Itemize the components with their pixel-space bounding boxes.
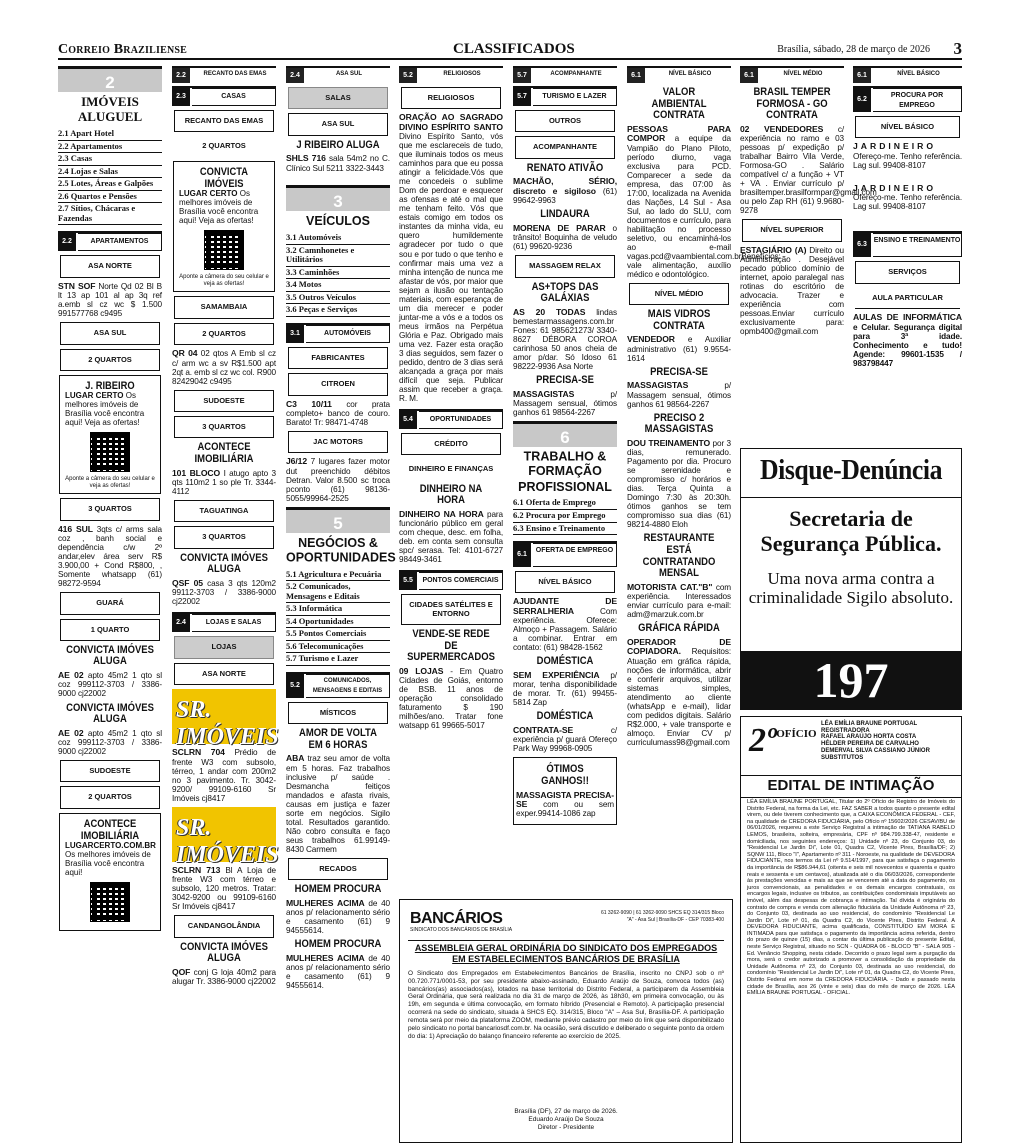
subcategory-box: 1 QUARTO (60, 619, 160, 641)
subcategory-box: ASA SUL (60, 322, 160, 344)
qr-ad: CONVICTA IMÓVEIS LUGAR CERTO Os melhores imóveis de Brasília você encontra aqui! Veja as ofertas! Aponte a câmera do seu celular e veja as ofertas! (173, 161, 275, 293)
newspaper-name: Correio Braziliense (58, 42, 187, 57)
classified-ad: ORAÇÃO AO SAGRADO DIVINO ESPÍRITO SANTO Divino Espírito Santo, vós que me esclareceis de tudo, que iluminais todos os meus caminhos para que eu possa atingir a felicidade.Vós que me concedeis o sublime Dom de perdoar e esquecer as ofensas e até o mal que me tenham feito. Vós que estais comigo em todos os instantes da minha vida, eu quero humildemente agradecer por tudo o que sou e por tudo o que tenho e confirmar mais uma vez a minha intenção de nunca me afastar de vós, por maior que sejam a ilusão ou tentação materiais, com esperança de um dia merecer e poder juntar-me a vós e a todos os meus irmãos na Perpétua Glória e Paz. Obrigado mais uma vez. Fazer esta oração 3 dias seguidos, sem fazer o pedido, dentro de 3 dias será alcançada a graça por mais difícil que seja. Publicar assim que receber a graça. R. M. (399, 112, 503, 403)
ad-title: BRASIL TEMPER FORMOSA - GO CONTRATA (753, 86, 831, 122)
menu-item[interactable]: 3.2 Camnhonetes e Utilitários (286, 245, 390, 267)
subcategory-box: ASA SUL (288, 113, 388, 135)
menu-item[interactable]: 6.3 Ensino e Treinamento (513, 523, 617, 536)
column-tag: 2.2 RECANTO DAS EMAS (172, 66, 276, 83)
sr-imoveis-logo: SR. IMÓVEIS (172, 807, 276, 862)
classified-ad: DOU TREINAMENTO por 3 dias, remunerado. Pagamento por dia. Procuro se serenidade e compromisso c/ horários e dias. Terça Quinta a Domingo 7:30 às 20:30h. ótimos ganhos se tem compromisso sua dias (61) 98214-4880 Eloh (627, 437, 731, 530)
ad-title: DINHEIRO NA HORA (419, 482, 483, 507)
section-number: 6 (513, 421, 617, 447)
ad-title: PRECISA-SE (650, 365, 708, 378)
classified-ad: SCLRN 704 Prédio de frente W3 com subsolo, térreo, 1 andar com 200m2 no 3 pavimento. Tr. 3042-9200/ 99109-6160 Sr Imóveis cj8417 (172, 747, 276, 803)
subcategory-box: SUDOESTE (60, 760, 160, 782)
subcategory-box: TAGUATINGA (174, 500, 274, 522)
menu-item[interactable]: 2.7 Sítios, Chácaras e Fazendas (58, 203, 162, 225)
qr-code-icon[interactable] (90, 882, 130, 922)
category-bar: 6.2 PROCURA POR EMPREGO (853, 86, 962, 112)
registrar-names: LÉA EMÍLIA BRAUNE PORTUGAL REGISTRADORA RAFAEL ARAÚJO HORTA COSTA HÉLDER PEREIRA DE CARVALHO DEMERVAL SILVA CASSIANO JÚNIOR SUBSTITUTOS (821, 721, 930, 761)
ad-title: GRÁFICA RÁPIDA (638, 622, 720, 635)
category-bar: 2.3 CASAS (172, 86, 276, 106)
menu-item[interactable]: 2.1 Apart Hotel (58, 128, 162, 141)
ad-title: VENDE-SE REDE DE SUPERMERCADOS (407, 627, 495, 664)
menu-item[interactable]: 2.3 Casas (58, 153, 162, 166)
menu-item[interactable]: 2.2 Apartamentos (58, 141, 162, 154)
category-bar: 6.1 OFERTA DE EMPREGO (513, 541, 617, 567)
category-bar: 5.2 COMUNICADOS, MENSAGENS E EDITAIS (286, 672, 390, 698)
subcategory-box: SALAS (288, 87, 388, 109)
ad-title: CONVICTA IMÓVES ALUGA (180, 551, 268, 576)
subcategory-box: 2 QUARTOS (60, 786, 160, 808)
bancarios-logo: BANCÁRIOS SINDICATO DOS BANCÁRIOS DE BRASÍLIA (410, 910, 513, 933)
classified-ad: MASSAGISTAS p/ Massagem sensual, ótimos ganhos 61 98564-2267 (627, 380, 731, 409)
subcategory-box: GUARÁ (60, 592, 160, 614)
classified-ad: ESTAGIÁRIO (A) Direito ou Administração . Desejável pecado público domínio de internet, apoio paralegal nas rotinas do escritório de advocacia. Trazer e experiência com pessoas.Enviar currículo exclusivamente para: opmb400@gmail.com (740, 244, 844, 337)
section-heading: NEGÓCIOS & OPORTUNIDADES (286, 535, 396, 566)
category-bar: 5.4 OPORTUNIDADES (399, 409, 503, 429)
ad-title: CONVICTA IMÓVES ALUGA (180, 940, 268, 965)
category-bar: 5.5 PONTOS COMERCIAIS (399, 570, 503, 590)
subcategory-box: 3 QUARTOS (174, 526, 274, 548)
classified-ad: JARDINEIRO Ofereço-me. Tenho referência. Lag sul. 99408-8107 (853, 182, 962, 212)
subcategory-box: NÍVEL MÉDIO (629, 283, 729, 305)
subcategory-box: OUTROS (515, 110, 615, 132)
section-number: 2 (58, 66, 162, 92)
subcategory-box: CANDANGOLÂNDIA (174, 915, 274, 937)
edital-intimacao (740, 716, 962, 1143)
classified-ad: AULAS DE INFORMÁTICA e Celular. Segurança digital para 3ª idade. Conhecimento e tudo! Agende: 99601-1535 / 983798447 (853, 312, 962, 368)
column-nivel-basico (627, 66, 781, 892)
subcategory-box: NÍVEL SUPERIOR (742, 219, 842, 241)
oficio-logo: 2º$^{OFÍCIO}$ (749, 722, 817, 759)
bancarios-contact: 61 3262-9090 | 61 3262-9090 SHCS EQ 314/315 Bloco "A" - Asa Sul | Brasília-DF - CEP 70383-400 (600, 910, 724, 923)
classified-ad: 416 SUL 3qts c/ arms sala coz , banh social e dependência c/w 2º andar,elev área serv R$ 3.900,00 + Cond R$800, , Somente whatsapp (61) 98272-9594 (58, 523, 162, 589)
menu-item[interactable]: 3.6 Peças e Serviços (286, 304, 390, 317)
subcategory-box: CRÉDITO (401, 433, 501, 455)
menu-item[interactable]: 5.7 Turismo e Lazer (286, 653, 390, 666)
category-menu (58, 128, 162, 225)
classified-ad: MASSAGISTAS p/ Massagem sensual, ótimos ganhos 61 98564-2267 (513, 388, 617, 418)
classified-ad: SCLRN 713 Bl A Loja de frente W3 com térreo e subsolo, 120 metros. Tratar: 3042-9200 ou 99109-6160 Sr Imóveis cj8417 (172, 864, 276, 912)
subcategory-box: SAMAMBAIA (174, 296, 274, 318)
classified-ad: MULHERES ACIMA de 40 anos p/ relacionamento sério e casamento (61) 9 94555614. (286, 952, 390, 991)
classified-ad: QSF 05 casa 3 qts 120m2 99112-3703 / 3386-9000 cj22002 (172, 577, 276, 607)
classified-ad: SHLS 716 sala 54m2 no C. Clínico Sul 5211 3322-3443 (286, 153, 390, 173)
ad-title: PRECISO 2 MASSAGISTAS (644, 411, 714, 436)
category-menu (286, 569, 390, 666)
category-bar: 3.1 AUTOMÓVEIS (286, 323, 390, 343)
column-nivel-medio (740, 66, 877, 444)
column-trabalho (513, 66, 617, 892)
menu-item[interactable]: 5.1 Agricultura e Pecuária (286, 569, 390, 582)
subcategory-box: ASA NORTE (174, 663, 274, 685)
boxed-ad (513, 757, 617, 825)
classified-ad: CONTRATA-SE c/ experiência p/ guará Ofereço Park Way 99968-0905 (513, 724, 617, 754)
classified-ad: 09 LOJAS - Em Quatro Cidades de Goiás, entorno de BSB. 11 anos de operação consolidado faturamento $ 190 milhões/ano. Tratar fone watsapp 61 99665-5017 (399, 665, 503, 731)
subcategory-box: MASSAGEM RELAX (515, 255, 615, 277)
menu-item[interactable]: 3.3 Caminhões (286, 267, 390, 280)
subcategory-box: 2 QUARTOS (202, 141, 246, 151)
page-header (58, 38, 962, 60)
subcategory-box: ASA NORTE (60, 255, 160, 277)
subcategory-box: 2 QUARTOS (174, 323, 274, 345)
ad-title: VALOR AMBIENTAL CONTRATA (651, 86, 707, 122)
subcategory-box: DINHEIRO E FINANÇAS (408, 464, 494, 474)
classified-ad: MORENA DE PARAR o trânsito! Boquinha de veludo (61) 99620-9236 (513, 222, 617, 252)
subcategory-box: FABRICANTES (288, 347, 388, 369)
column-procura-emprego (853, 66, 962, 444)
edital-title: EDITAL DE INTIMAÇÃO (741, 775, 961, 798)
menu-item[interactable]: 3.4 Motos (286, 279, 390, 292)
column-veiculos (286, 66, 396, 1141)
disque-tagline: Uma nova arma contra a criminalidade Sigilo absoluto. (748, 569, 954, 608)
column-tag: 5.7 ACOMPANHANTE (513, 66, 617, 83)
section-heading: VEÍCULOS (306, 213, 370, 229)
subcategory-box: 3 QUARTOS (174, 416, 274, 438)
menu-item[interactable]: 5.5 Pontos Comerciais (286, 628, 390, 641)
subcategory-box: 3 QUARTOS (60, 498, 160, 520)
column-tag: 5.2 RELIGIOSOS (399, 66, 503, 83)
classified-ad: MOTORISTA CAT."B" com experiência. Interessados enviar currículo para e-mail: adm@marzuk.com.br (627, 581, 731, 620)
disque-phone-number[interactable]: 197 (741, 651, 961, 709)
ad-title: HOMEM PROCURA (294, 883, 382, 896)
subcategory-box: SERVIÇOS (855, 261, 960, 283)
category-menu (513, 497, 617, 535)
menu-item[interactable]: 5.6 Telecomunicações (286, 641, 390, 654)
menu-item[interactable]: 6.1 Oferta de Emprego (513, 497, 617, 510)
menu-item[interactable]: 2.6 Quartos e Pensões (58, 191, 162, 204)
ad-title: MAIS VIDROS CONTRATA (647, 308, 711, 332)
ad-title: CONVICTA IMÓVES ALUGA (66, 701, 154, 726)
classified-ad: QR 04 02 qtos A Emb sl cz c/ arm wc a sv R$1.500 apt 2qt a. emb sl cz wc col. R900 82429042 c9495 (172, 348, 276, 386)
menu-item[interactable]: 5.3 Informática (286, 603, 390, 616)
qr-ad: ACONTECE IMOBILIÁRIA LUGARCERTO.COM.BR Os melhores imóveis de Brasília você encontra aqui! (59, 813, 161, 931)
ad-title: ÓTIMOS GANHOS!! (541, 763, 589, 787)
classified-ad: PESSOAS PARA COMPOR a equipe da Vampião do Plano Piloto, período diurno, vaga exclusiva para PCD. Comparecer a sede da empresa, das 07:00 às 17:00, localizada na Avenida das Nações, L4 Sul - Asa Sul, ao lado do SLU, com documentos e currículo, para habilitação no processo seletivo, ou encaminhá-los ao e-mail vagas.pcd@vaambiental.com.brBenefícios: vale alimentação, auxílio médico e odontológico. (627, 123, 781, 279)
column-imoveis (58, 66, 162, 1141)
menu-item[interactable]: 6.2 Procura por Emprego (513, 510, 617, 523)
disque-denuncia-ad (740, 448, 962, 710)
subcategory-box: RECADOS (288, 858, 388, 880)
signature-block: Brasília (DF), 27 de março de 2026. Eduardo Araújo De Souza Diretor - Presidente (514, 1108, 618, 1132)
ad-title: DOMÉSTICA (536, 710, 594, 723)
ad-title: HOMEM PROCURA (294, 938, 382, 951)
ad-title: CONVICTA IMÓVES ALUGA (66, 643, 154, 668)
assembly-text: O Sindicato dos Empregados em Estabelecimentos Bancários de Brasília, inscrito no CNPJ sob o nº 00.720.771/0001-53, por seu presidente abaixo-assinado, Eduardo Araújo de Souza, convoca todos (as) bancários(as) associados(as), lotados na base territorial do Distrito Federal, a participarem da Assembleia Geral Ordinária, que será realizada no dia 31 de março de 2026, às 18h30, em primeira convocação, ou às 19h, em segunda e última convocação, em formato híbrido (Presencial e Remoto). A participação presencial ocorrerá na sede do sindicato, situada à SHCS EQ. 314/315, Bloco "A" – Asa Sul, Brasília-DF. A participação remota será por meio da plataforma ZOOM, mediante prévio cadastro por meio do link que será disponibilizado pelo sindicato no portal bancariosdf.com.br. Na ocasião, será discutido e deliberado o seguinte ponto da ordem do dia: 1) Apreciação do balanço financeiro referente ao exercício de 2025. (408, 970, 724, 1040)
subcategory-box: ACOMPANHANTE (515, 136, 615, 158)
classified-ad: VENDEDOR e Auxiliar administrativo (61) 9.9554-1614 (627, 334, 731, 363)
assembly-title: ASSEMBLEIA GERAL ORDINÁRIA DO SINDICATO DOS EMPREGADOS EM ESTABELECIMENTOS BANCÁRIOS DE BRASÍLIA (408, 940, 724, 965)
ad-title: LINDAURA (540, 208, 590, 221)
classified-ad: J6/12 7 lugares fazer motor dut preenchido débitos Detran. Valor 8.500 sc troca pconto (61) 98136-5055/99964-2525 (286, 456, 390, 503)
column-tag: 6.1 NÍVEL BÁSICO (853, 66, 962, 83)
category-bar: 6.3 ENSINO E TREINAMENTO (853, 231, 962, 257)
ad-title: PRECISA-SE (536, 374, 594, 387)
ad-title: ACONTECE IMOBILIÁRIA (194, 441, 254, 466)
menu-item[interactable]: 3.1 Automóveis (286, 232, 390, 245)
category-bar: 2.4 LOJAS E SALAS (172, 612, 276, 632)
ad-title: RENATO ATIVÃO (526, 161, 604, 174)
classified-ad: AE 02 apto 45m2 1 qto sl coz 999112-3703 / 3386-9000 cj22002 (58, 727, 162, 757)
classified-ad: 101 BLOCO I atugo apto 3 qts 110m2 1 so ple Tr. 3344-4112 (172, 467, 276, 497)
section-title: CLASSIFICADOS (453, 41, 575, 57)
column-tag: 2.4 ASA SUL (286, 66, 390, 83)
subcategory-box: AULA PARTICULAR (855, 288, 960, 309)
subcategory-box: CIDADES SATÉLITES E ENTORNO (401, 594, 501, 625)
section-number: 5 (286, 507, 390, 533)
classified-ad: JARDINEIRO Ofereço-me. Tenho referência. Lag sul. 99408-8107 (853, 141, 962, 170)
subcategory-box: MÍSTICOS (288, 702, 388, 724)
category-bar: 2.2 APARTAMENTOS (58, 231, 162, 251)
menu-item[interactable]: 5.2 Comunicados, Mensagens e Editais (286, 581, 390, 603)
classified-ad: MACHÃO, SÉRIO, discreto e sigiloso (61) 99642-9963 (513, 176, 617, 206)
section-number: 3 (286, 185, 390, 211)
menu-item[interactable]: 2.4 Lojas e Salas (58, 166, 162, 179)
column-casas (172, 66, 279, 1141)
classified-ad: C3 10/11 cor prata completo+ banco de couro. Barato! Tr: 98471-4748 (286, 398, 390, 428)
category-bar: 5.7 TURISMO E LAZER (513, 86, 617, 106)
classified-ad: 02 VENDEDORES c/ experiência no ramo e 03 pessoas p/ expedição p/ trabalhar Bairro Vila Verde, Formosa-GO . Salário compatível c/ a função + VT + VA . Enviar currículo p/ brasiltemper.brasilformpar@gmail.com ou pelo Zap RH (61) 9.9680-9278 (740, 123, 877, 216)
issue-date: Brasília, sábado, 28 de março de 2026 (777, 44, 930, 55)
classified-ad: OPERADOR DE COPIADORA. Requisitos: Atuação em gráfica rápida, noções de informática, abrir e conferir arquivos, utilizar sistemas simples, atendimento ao cliente (whatsApp e e-mail), lidar com pedidos digitais. Salário R$2.000, + vale transporte e almoço. Enviar CV p/ curriculumass98@gmail.com (627, 636, 731, 747)
classified-ad: AJUDANTE DE SERRALHERIA Com experiência. Oferece: Almoço + Passagem. Salário a combinar. Entrar em contato: (61) 98428-1562 (513, 596, 617, 653)
disque-title: Disque-Denúncia (759, 455, 943, 486)
classified-ad: AE 02 apto 45m2 1 qto sl coz 999112-3703 / 3386-9000 cj22002 (58, 670, 162, 699)
classified-ad: AS 20 TODAS lindas bemestarmassagens.com.br Fones: 61 985621273/ 3340-8627 DÉBORA COROA carinhosa 50 anos cheia de amor p/dar. Só Idoso 61 98222-9936 Asa Norte (513, 306, 617, 372)
subcategory-box: JAC MOTORS (288, 431, 388, 453)
sr-imoveis-logo: SR. IMÓVEIS (172, 689, 276, 744)
column-religiosos (399, 66, 503, 892)
classified-ad: SEM EXPERIÊNCIA p/ morar, tenha disponibilidade de morar. Tr. (61) 99455-5814 Zap (513, 669, 617, 708)
subcategory-box: NÍVEL BÁSICO (855, 116, 960, 138)
qr-code-icon[interactable] (90, 432, 130, 472)
classified-ad: ABA traz seu amor de volta em 5 horas. Faz trabalhos inclusive p/ saúde . Desmancha feitiços mandados e afasta rivais, causas em justiça e fazer sorte em negócios. Sigilo total. Resultados garantido. Não cobro consulta e faço seus trabalhos 61.99149-8430 Carmem (286, 753, 390, 854)
bancarios-notice (399, 899, 733, 1143)
disque-subtitle: Secretaria de Segurança Pública. (760, 506, 942, 556)
menu-item[interactable]: 2.5 Lotes, Áreas e Galpões (58, 178, 162, 191)
subcategory-box: RELIGIOSOS (401, 87, 501, 109)
classified-ad: DINHEIRO NA HORA para funcionário público em geral com cheque, desc. em folha, deb. em conta sem consulta spc/ serasa. Tel: 4101-6727 98449-3461 (399, 508, 503, 565)
ad-title: RESTAURANTE ESTÁ CONTRATANDO MENSAL (642, 532, 716, 580)
classified-ad: STN SOF Norte Qd 02 Bl B lt 13 ap 101 al ap 3q ref a.emb sl cz wc $ 1.500 991577768 c9495 (58, 280, 162, 319)
classified-ad: MASSAGISTA PRECISA-SE com ou sem exper.99414-1086 zap (516, 789, 614, 819)
subcategory-box: LOJAS (174, 636, 274, 658)
ad-title: AS+TOPS DAS GALÁXIAS (531, 280, 599, 305)
subcategory-box: 2 QUARTOS (60, 349, 160, 371)
classified-ad: QOF conj G loja 40m2 para alugar Tr. 3386-9000 cj22002 (172, 966, 276, 987)
classified-ad: MULHERES ACIMA de 40 anos p/ relacionamento sério e casamento (61) 9 94555614. (286, 897, 390, 936)
category-menu (286, 232, 390, 317)
subcategory-box: NÍVEL BÁSICO (515, 571, 615, 593)
page-number: 3 (953, 39, 962, 58)
ad-title: DOMÉSTICA (536, 655, 594, 668)
subcategory-box: CITROEN (288, 373, 388, 395)
subcategory-box: RECANTO DAS EMAS (174, 110, 274, 132)
menu-item[interactable]: 3.5 Outros Veículos (286, 292, 390, 305)
qr-ad: J. RIBEIRO LUGAR CERTO Os melhores imóveis de Brasília você encontra aqui! Veja as ofertas! Aponte a câmera do seu celular e veja as ofertas! (59, 375, 161, 494)
column-tag: 6.1 NÍVEL MÉDIO (740, 66, 844, 83)
menu-item[interactable]: 5.4 Oportunidades (286, 616, 390, 629)
column-tag: 6.1 NÍVEL BÁSICO (627, 66, 731, 83)
ad-title: J RIBEIRO ALUGA (296, 138, 380, 151)
ad-title: AMOR DE VOLTA EM 6 HORAS (299, 727, 377, 751)
section-heading: IMÓVEIS ALUGUEL (77, 94, 143, 124)
subcategory-box: SUDOESTE (174, 390, 274, 412)
edital-body: LÉA EMÍLIA BRAUNE PORTUGAL, Titular do 2º Ofício de Registro de Imóveis do Distrito Federal, na forma da Lei, etc. FAZ SABER a todos quanto o presente edital virem, ou dele tiverem conhecimento que, a CAIXA ECONÔMICA FEDERAL - CEF, na qualidade de CREDORA FIDUCIÁRIA, pelo Ofício nº 15602/2026 CESAV/BU de 06/01/2026, requereu a este Serviço Registral a intimação de TATIANA RABELO LEMOS, brasileira, solteira, empresária, CPF nº 984.799.338-47, residente e domiciliada, nos seguintes endereços: 1) Unidade nº 23, do Conjunto 03, do "Residencial Le Jardin Di", Lote 01, Quadra C2, Vicente Pires, Brasília/DF; 2) SQNW 111, Bloco "I", Apartamento nº 311 - Noroeste, na qualidade de DEVEDORA FIDUCIANTE, nos termos da Lei nº 9.514/1997, para que satisfaça o pagamento da importância de R$86.944,61 (oitenta e seis mil novecentos e quarenta e quatro reais e sessenta e um centavos), atualizada até o dia 06/03/2026, correspondente às prestações vencidas e mais as que se vencerem até a data do pagamento, os juros convencionais, as penalidades e os demais encargos contratuais, os encargos legais, inclusive os tributos, as contribuições condominiais imputáveis ao imóvel, além das despesas de cobrança e intimação. Tal dívida é originária do contrato de compra e venda com alienação fiduciária da Unidade Autônoma nº 23, do Conjunto 03, destinada ao uso residencial, do condomínio "Residencial Le Jardin Di", Lote nº 01, da Quadra C2, do Vicente Pires, Distrito Federal. A DEVEDORA FIDUCIANTE, acima qualificada, CONSTITUÍDO EM MORA E INTIMADA para que satisfaça o pagamento da importância acima referida, dentro do prazo de quinze (15) dias, a contar da última publicação do presente Edital, neste Serviço Registral, situado no SCN - QUADRA 06 - BLOCO "B" - SALA 905 - Ed. Venâncio Shopping, nesta cidade. Decorrido o prazo legal sem a purgação da mora, será o credor autorizado a promover a consolidação da propriedade da Unidade Autônoma nº 23, do Conjunto 03, destinada ao uso residencial, do condomínio "Residencial Le Jardin Di", Lote nº 01, da Quadra C2, do Vicente Pires, Distrito Federal em nome da CREDORA FIDUCIÁRIA. - Dado e passado nesta cidade de Brasília, aos 26 (vinte e seis) dias do mês de março de 2026. LÉA EMÍLIA BRAUNE PORTUGAL - OFICIAL. (747, 799, 955, 997)
qr-code-icon[interactable] (204, 230, 244, 270)
section-heading: TRABALHO & FORMAÇÃO PROFISSIONAL (518, 449, 612, 495)
